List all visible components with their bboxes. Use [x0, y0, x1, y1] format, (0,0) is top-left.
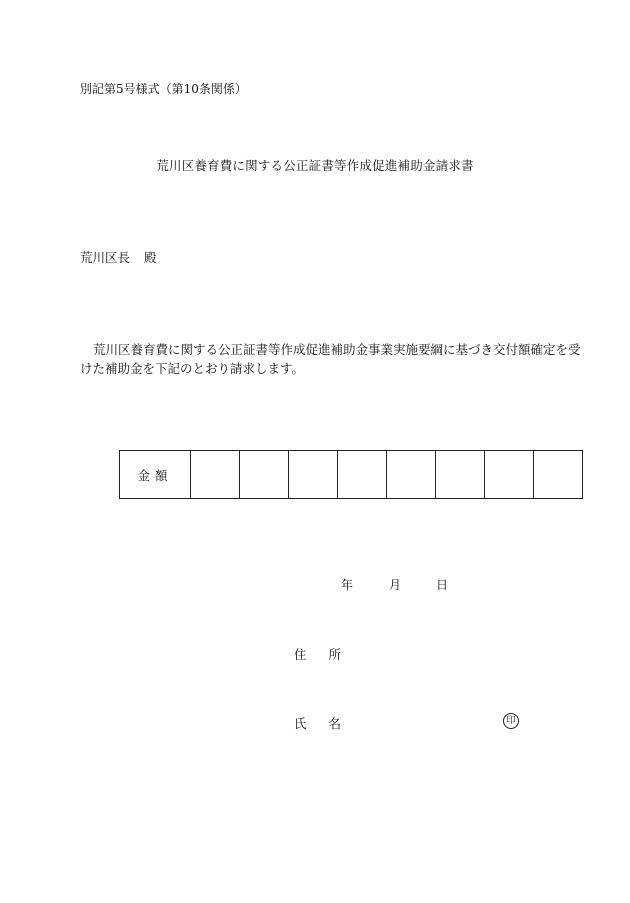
seal-mark: 印 [503, 713, 519, 729]
addressee-name: 荒川区長 [80, 250, 131, 265]
date-year-label: 年 [341, 578, 354, 592]
body-line-2: けた補助金を下記のとおり請求します。 [80, 361, 305, 376]
date-month-label: 月 [389, 578, 402, 592]
amount-digit-cell[interactable] [387, 451, 436, 499]
form-number: 別記第5号様式（第10条関係） [80, 82, 247, 96]
amount-digit-cell[interactable] [289, 451, 338, 499]
amount-table [119, 450, 583, 499]
document-title: 荒川区養育費に関する公正証書等作成促進補助金請求書 [156, 158, 474, 173]
amount-digit-cell[interactable] [534, 451, 583, 499]
body-line-1: 荒川区養育費に関する公正証書等作成促進補助金事業実施要綱に基づき交付額確定を受 [93, 342, 581, 357]
amount-digit-cell[interactable] [436, 451, 485, 499]
addressee [80, 248, 157, 266]
addressee-honorific: 殿 [144, 250, 157, 265]
amount-digit-cell[interactable] [338, 451, 387, 499]
date-day-label: 日 [436, 578, 449, 592]
amount-digit-cell[interactable] [485, 451, 534, 499]
amount-row [120, 451, 583, 499]
amount-label: 金額 [120, 451, 191, 499]
name-label: 氏名 [294, 716, 364, 731]
address-label: 住所 [294, 647, 364, 662]
amount-digit-cell[interactable] [240, 451, 289, 499]
amount-digit-cell[interactable] [191, 451, 240, 499]
request-body-text [80, 340, 581, 378]
